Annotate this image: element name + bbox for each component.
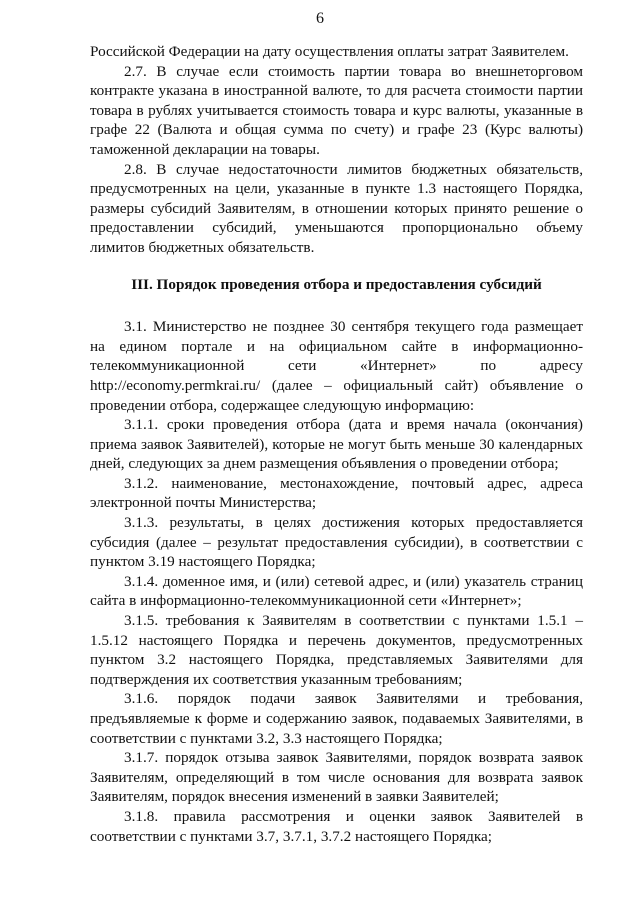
page-number: 6 xyxy=(316,10,324,27)
paragraph-3-1-4: 3.1.4. доменное имя, и (или) сетевой адрес, и (или) указатель страниц сайта в информационно-телекоммуникационной сети «Интернет»; xyxy=(90,572,583,610)
paragraph-3-1-8: 3.1.8. правила рассмотрения и оценки заявок Заявителей в соответствии с пунктами 3.7, 3.7.1, 3.7.2 настоящего Порядка; xyxy=(90,807,583,845)
paragraph-2-8: 2.8. В случае недостаточности лимитов бюджетных обязательств, предусмотренных на цели, указанные в пункте 1.3 настоящего Порядка, размеры субсидий Заявителям, в отношении которых принято решение о предоставлении субсидий, уменьшаются пропорционально объему лимитов бюджетных обязательств. xyxy=(90,160,583,256)
section-heading: III. Порядок проведения отбора и предоставления субсидий xyxy=(131,275,542,293)
paragraph-3-1-6: 3.1.6. порядок подачи заявок Заявителями и требования, предъявляемые к форме и содержанию заявок, подаваемых Заявителями, в соответствии с пунктами 3.2, 3.3 настоящего Порядка; xyxy=(90,690,583,747)
paragraph-3-1-2: 3.1.2. наименование, местонахождение, почтовый адрес, адреса электронной почты Министерства; xyxy=(90,474,583,512)
paragraph-3-1-1: 3.1.1. сроки проведения отбора (дата и время начала (окончания) приема заявок Заявителей), которые не могут быть меньше 30 календарных дней, следующих за днем размещения объявления о проведении отбора; xyxy=(90,416,583,473)
paragraph-3-1: 3.1. Министерство не позднее 30 сентября текущего года размещает на едином портале и на официальном сайте в информационно-телекоммуникационной сети «Интернет» по адресу http://economy.permkrai.ru/ (далее – официальный сайт) объявление о проведении отбора, содержащее следующую информацию: xyxy=(90,318,583,414)
document-body xyxy=(90,42,583,846)
paragraph-continuation: Российской Федерации на дату осуществления оплаты затрат Заявителем. xyxy=(90,43,569,60)
paragraph-3-1-3: 3.1.3. результаты, в целях достижения которых предоставляется субсидия (далее – результат предоставления субсидии), в соответствии с пунктом 3.19 настоящего Порядка; xyxy=(90,514,583,571)
paragraph-3-1-7: 3.1.7. порядок отзыва заявок Заявителями, порядок возврата заявок Заявителям, определяющий в том числе основания для возврата заявок Заявителям, порядок внесения изменений в заявки Заявителей; xyxy=(90,749,583,806)
paragraph-3-1-5: 3.1.5. требования к Заявителям в соответствии с пунктами 1.5.1 – 1.5.12 настоящего Порядка и перечень документов, предусмотренных пунктом 3.2 настоящего Порядка, представляемых Заявителями для подтверждения их соответствия указанным требованиям; xyxy=(90,612,583,688)
paragraph-2-7: 2.7. В случае если стоимость партии товара во внешнеторговом контракте указана в иностранной валюте, то для расчета стоимости партии товара в рублях учитывается стоимость товара и курс валюты, указанные в графе 22 (Валюта и общая сумма по счету) и графе 23 (Курс валюты) таможенной декларации на товары. xyxy=(90,62,583,158)
